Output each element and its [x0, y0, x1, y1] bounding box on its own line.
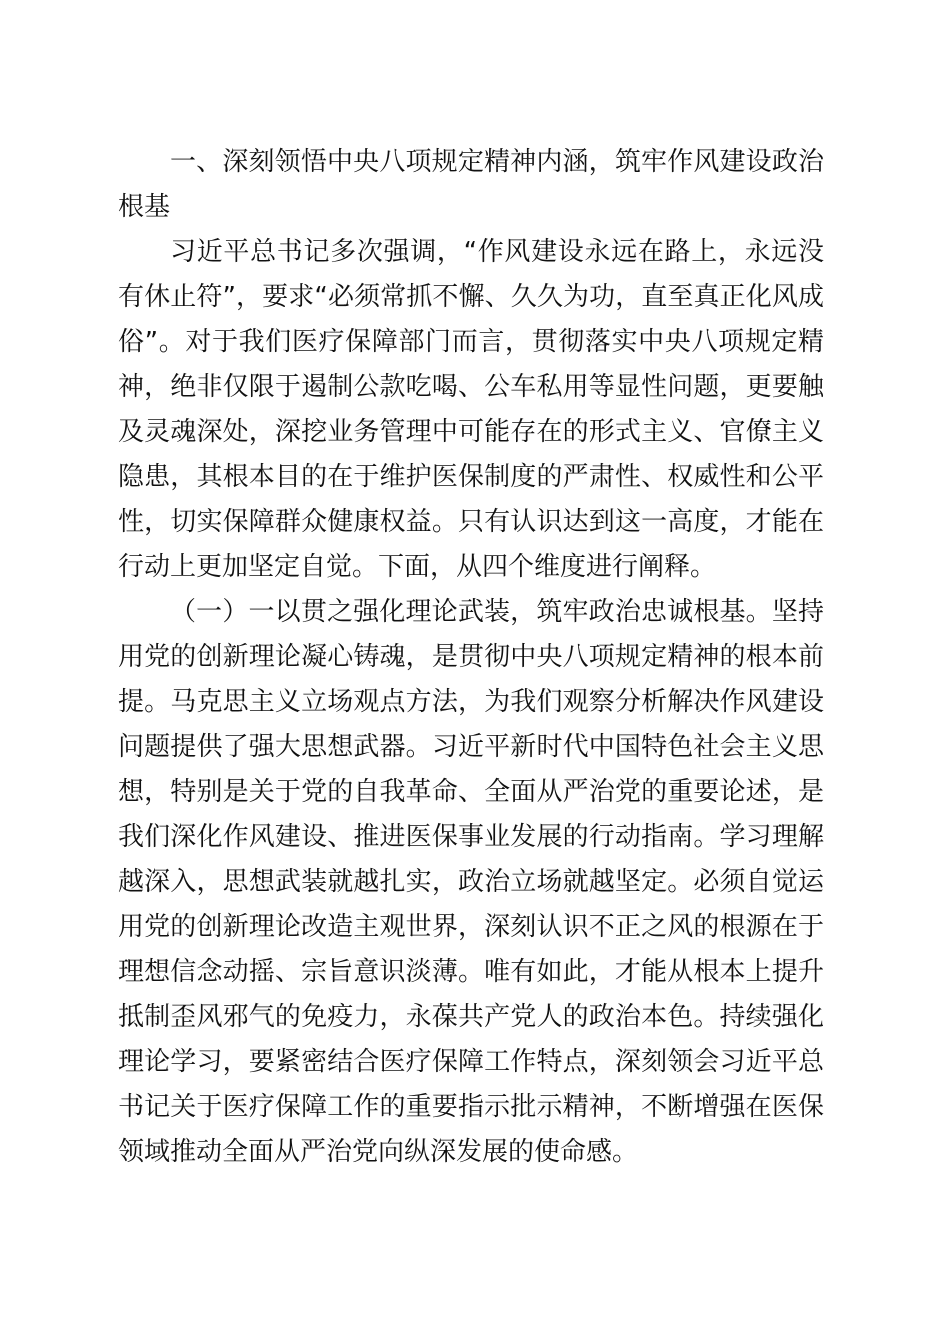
- document-body: [118, 140, 824, 1175]
- paragraph-subsection-1: （一）一以贯之强化理论武装，筑牢政治忠诚根基。坚持用党的创新理论凝心铸魂，是贯彻中央八项规定精神的根本前提。马克思主义立场观点方法，为我们观察分析解决作风建设问题提供了强大思想武器。习近平新时代中国特色社会主义思想，特别是关于党的自我革命、全面从严治党的重要论述，是我们深化作风建设、推进医保事业发展的行动指南。学习理解越深入，思想武装就越扎实，政治立场就越坚定。必须自觉运用党的创新理论改造主观世界，深刻认识不正之风的根源在于理想信念动摇、宗旨意识淡薄。唯有如此，才能从根本上提升抵制歪风邪气的免疫力，永葆共产党人的政治本色。持续强化理论学习，要紧密结合医疗保障工作特点，深刻领会习近平总书记关于医疗保障工作的重要指示批示精神，不断增强在医保领域推动全面从严治党向纵深发展的使命感。: [118, 597, 824, 1167]
- paragraph-intro: 习近平总书记多次强调，“作风建设永远在路上，永远没有休止符”，要求“必须常抓不懈、久久为功，直至真正化风成俗”。对于我们医疗保障部门而言，贯彻落实中央八项规定精神，绝非仅限于遏制公款吃喝、公车私用等显性问题，更要触及灵魂深处，深挖业务管理中可能存在的形式主义、官僚主义隐患，其根本目的在于维护医保制度的严肃性、权威性和公平性，切实保障群众健康权益。只有认识达到这一高度，才能在行动上更加坚定自觉。下面，从四个维度进行阐释。: [118, 237, 824, 582]
- section-heading: 一、深刻领悟中央八项规定精神内涵，筑牢作风建设政治根基: [118, 147, 824, 222]
